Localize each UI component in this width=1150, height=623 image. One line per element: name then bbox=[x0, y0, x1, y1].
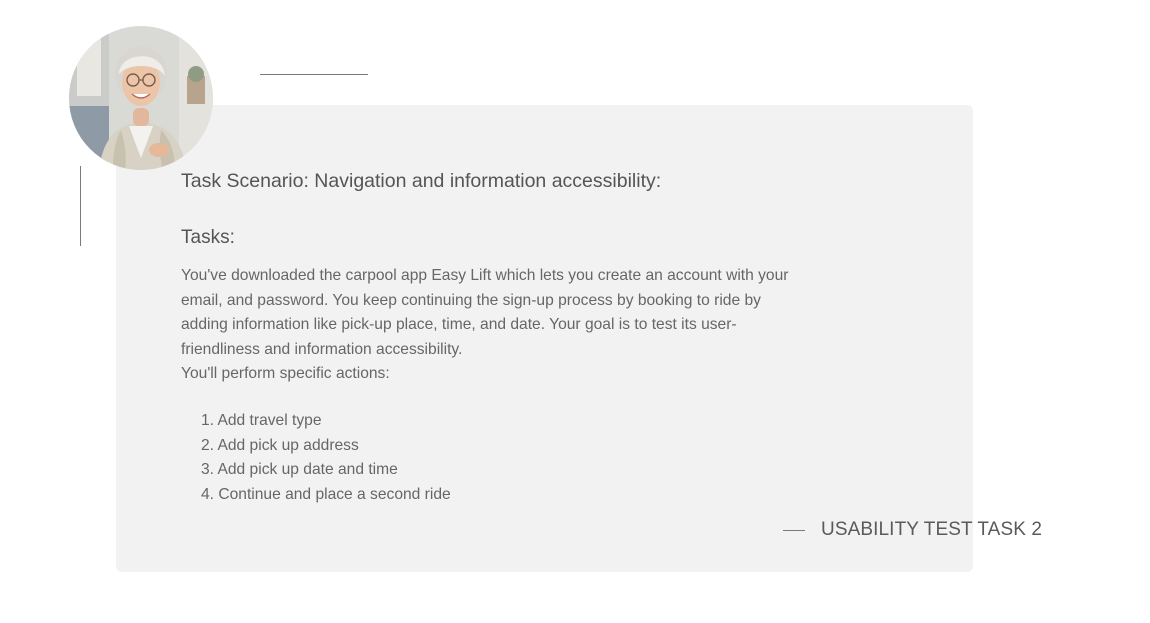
elderly-woman-portrait-icon bbox=[69, 26, 213, 170]
decorative-top-line bbox=[260, 74, 368, 75]
description-line: adding information like pick-up place, time, and date. Your goal is to test its user- bbox=[181, 316, 737, 333]
list-item: 4. Continue and place a second ride bbox=[201, 485, 451, 503]
description-line: You've downloaded the carpool app Easy Lift which lets you create an account with your bbox=[181, 267, 789, 284]
description-line: You'll perform specific actions: bbox=[181, 365, 390, 382]
decorative-side-line bbox=[80, 166, 81, 246]
task-description bbox=[181, 264, 901, 387]
list-item: 3. Add pick up date and time bbox=[201, 461, 398, 478]
list-item: 1. Add travel type bbox=[201, 412, 322, 429]
scenario-title: Task Scenario: Navigation and information accessibility: bbox=[181, 170, 662, 192]
footer-dash bbox=[783, 530, 805, 531]
footer-label: USABILITY TEST TASK 2 bbox=[821, 519, 1043, 540]
tasks-heading: Tasks: bbox=[181, 227, 235, 248]
avatar bbox=[69, 26, 213, 170]
list-item: 2. Add pick up address bbox=[201, 436, 359, 454]
description-line: friendliness and information accessibility. bbox=[181, 340, 463, 358]
task-steps-list bbox=[201, 409, 451, 507]
description-line: email, and password. You keep continuing the sign-up process by booking to ride by bbox=[181, 291, 761, 309]
